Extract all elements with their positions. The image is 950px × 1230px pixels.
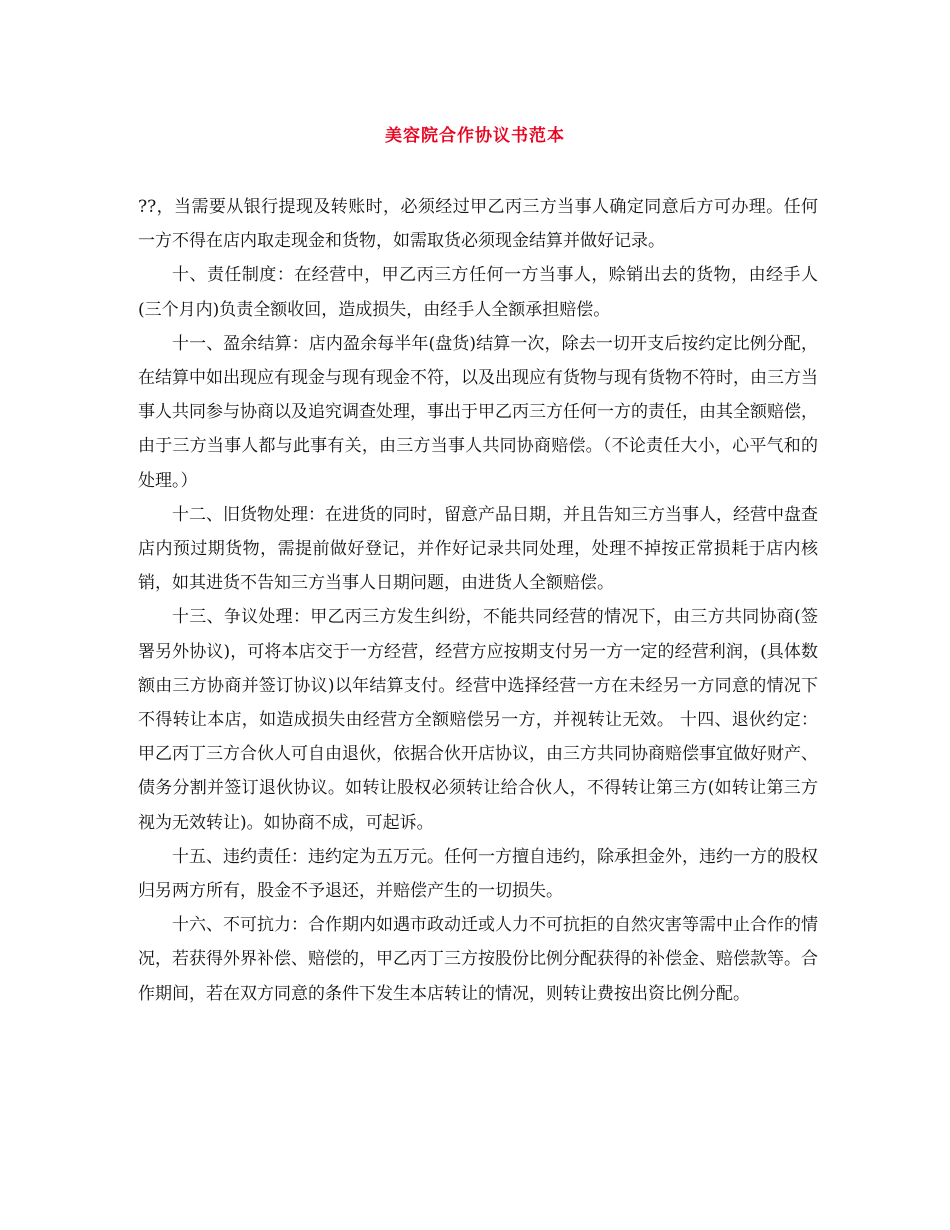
document-title: 美容院合作协议书范本 [385, 126, 565, 146]
paragraph-clause-12: 十二、旧货物处理：在进货的同时，留意产品日期，并且告知三方当事人，经营中盘查店内预过期货物，需提前做好登记，并作好记录共同处理，处理不掉按正常损耗于店内核销，如其进货不告知三方当事人日期问题，由进货人全额赔偿。 [138, 504, 818, 594]
paragraph-clause-10: 十、责任制度：在经营中，甲乙丙三方任何一方当事人，赊销出去的货物，由经手人(三个月内)负责全额收回，造成损失，由经手人全额承担赔偿。 [138, 265, 818, 320]
paragraph-continuation: ??，当需要从银行提现及转账时，必须经过甲乙丙三方当事人确定同意后方可办理。任何一方不得在店内取走现金和货物，如需取货必须现金结算并做好记录。 [138, 197, 818, 252]
paragraph-clause-16: 十六、不可抗力：合作期内如遇市政动迁或人力不可抗拒的自然灾害等需中止合作的情况，若获得外界补偿、赔偿的，甲乙丙丁三方按股份比例分配获得的补偿金、赔偿款等。合作期间，若在双方同意的条件下发生本店转让的情况，则转让费按出资比例分配。 [138, 915, 818, 1004]
paragraph-clause-15: 十五、违约责任：违约定为五万元。任何一方擅自违约，除承担金外，违约一方的股权归另两方所有，股金不予退还，并赔偿产生的一切损失。 [138, 846, 818, 902]
paragraph-clause-11: 十一、盈余结算：店内盈余每半年(盘货)结算一次，除去一切开支后按约定比例分配，在结算中如出现应有现金与现有现金不符，以及出现应有货物与现有货物不符时，由三方当事人共同参与协商以及追究调查处理，事出于甲乙丙三方任何一方的责任，由其全额赔偿，由于三方当事人都与此事有关，由三方当事人共同协商赔偿。（不论责任大小，心平气和的处理。） [138, 333, 818, 491]
document-body [138, 190, 818, 1011]
paragraph-clause-13-14: 十三、争议处理：甲乙丙三方发生纠纷，不能共同经营的情况下，由三方共同协商(签署另外协议)，可将本店交于一方经营，经营方应按期支付另一方一定的经营利润，(具体数额由三方协商并签订协议)以年结算支付。经营中选择经营一方在未经另一方同意的情况下不得转让本店，如造成损失由经营方全额赔偿另一方，并视转让无效。 十四、退伙约定：甲乙丙丁三方合伙人可自由退伙，依据合伙开店协议，由三方共同协商赔偿事宜做好财产、债务分割并签订退伙协议。如转让股权必须转让给合伙人，不得转让第三方(如转让第三方视为无效转让)。如协商不成，可起诉。 [138, 607, 818, 833]
